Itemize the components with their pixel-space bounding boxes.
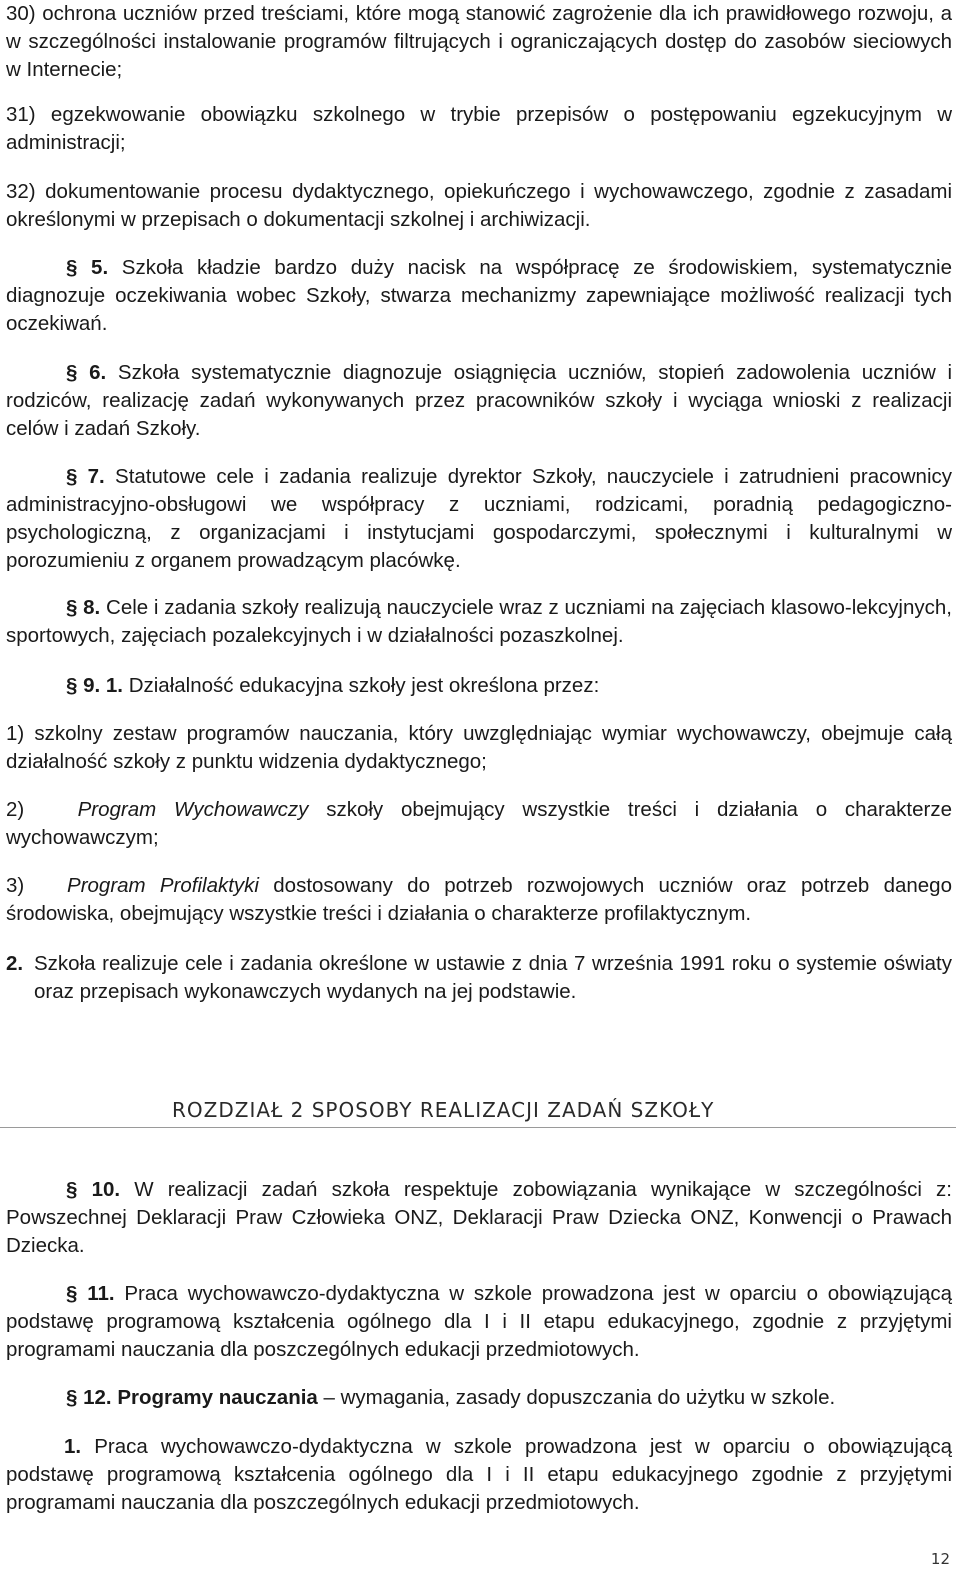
paragraph-title: Programy nauczania (117, 1386, 318, 1409)
paragraph-12-item-1 (6, 1433, 952, 1517)
paragraph-number: 7. (87, 465, 105, 488)
paragraph-number: 5. (91, 256, 109, 279)
paragraph-9 (6, 672, 952, 700)
section-text: Szkoła realizuje cele i zadania określone w ustawie z dnia 7 września 1991 roku o systemie oświaty oraz przepisach wykonawczych wydanych na jej podstawie. (34, 952, 952, 1003)
paragraph-text: Szkoła kładzie bardzo duży nacisk na współpracę ze środowiskiem, systematycznie diagnozuje oczekiwania wobec Szkoły, stwarza mechanizmy zapewniające możliwość realizacji tych oczekiwań. (6, 256, 953, 335)
item-text: 1) szkolny zestaw programów nauczania, który uwzględniając wymiar wychowawczy, obejmuje całą działalność szkoły z punktu widzenia dydaktycznego; (6, 722, 952, 773)
item-text: 31) egzekwowanie obowiązku szkolnego w trybie przepisów o postępowaniu egzekucyjnym w administracji; (6, 103, 952, 154)
section-sign: § (66, 1178, 78, 1201)
item-text: 30) ochrona uczniów przed treściami, które mogą stanowić zagrożenie dla ich prawidłowego rozwoju, a w szczególności instalowanie programów filtrujących i ograniczających dostęp do zasobów sieciowych w Internecie; (6, 2, 952, 81)
paragraph-text: Praca wychowawczo-dydaktyczna w szkole prowadzona jest w oparciu o obowiązującą podstawę programową kształcenia ogólnego dla I i II etapu edukacyjnego, zgodnie z przyjętymi programami nauczania dla poszczególnych edukacji przedmiotowych. (6, 1282, 952, 1361)
program-name: Program Wychowawczy (77, 798, 309, 821)
paragraph-text: Statutowe cele i zadania realizuje dyrektor Szkoły, nauczyciele i zatrudnieni pracownicy administracyjno-obsługowi we współpracy z uczniami, rodzicami, poradnią pedagogiczno-psychologiczną, z organizacjami i instytucjami gospodarczymi, społecznymi i kulturalnymi w porozumieniu z organem prowadzącym placówkę. (6, 465, 953, 572)
item-text: szkoły obejmujący wszystkie treści i działania o charakterze wychowawczym; (6, 798, 953, 849)
page-number: 12 (930, 1550, 950, 1568)
item-text: dostosowany do potrzeb rozwojowych uczniów oraz potrzeb danego środowiska, obejmujący wszystkie treści i działania o charakterze profilaktycznym. (6, 874, 952, 925)
item-text: 32) dokumentowanie procesu dydaktycznego, opiekuńczego i wychowawczego, zgodnie z zasadami określonymi w przepisach o dokumentacji szkolnej i archiwizacji. (6, 180, 952, 231)
section-sign: § (66, 596, 78, 619)
item-number: 1. (64, 1435, 82, 1458)
paragraph-11 (6, 1280, 952, 1364)
paragraph-10 (6, 1176, 952, 1260)
item-text: Praca wychowawczo-dydaktyczna w szkole prowadzona jest w oparciu o obowiązującą podstawę programową kształcenia ogólnego dla I i II etapu edukacyjnego zgodnie z przyjętymi programami nauczania dla poszczególnych edukacji przedmiotowych. (6, 1435, 952, 1514)
item-number: 2) (6, 798, 25, 821)
paragraph-9-item-3 (6, 872, 952, 928)
section-sign: § (66, 1386, 78, 1409)
section-sign: § (66, 465, 78, 488)
paragraph-8 (6, 594, 952, 650)
program-name: Program Profilaktyki (67, 874, 259, 897)
paragraph-text: Cele i zadania szkoły realizują nauczyciele wraz z uczniami na zajęciach klasowo-lekcyjnych, sportowych, zajęciach pozalekcyjnych i w działalności pozaszkolnej. (6, 596, 952, 647)
paragraph-12 (6, 1384, 952, 1412)
section-sign: § (66, 256, 78, 279)
list-item-32 (6, 178, 952, 234)
paragraph-number: 6. (89, 361, 107, 384)
paragraph-text: W realizacji zadań szkoła respektuje zobowiązania wynikające w szczególności z: Powszechnej Deklaracji Praw Człowieka ONZ, Deklaracji Praw Dziecka ONZ, Konwencji o Prawach Dziecka. (6, 1178, 952, 1257)
chapter-heading: ROZDZIAŁ 2 SPOSOBY REALIZACJI ZADAŃ SZKOŁY (172, 1098, 715, 1122)
section-number: 2. (6, 952, 24, 975)
paragraph-text: Działalność edukacyjna szkoły jest określona przez: (128, 674, 600, 697)
section-sign: § (66, 361, 78, 384)
paragraph-number: 8. (83, 596, 101, 619)
paragraph-5 (6, 254, 952, 338)
section-sign: § (66, 1282, 78, 1305)
paragraph-number: 11. (87, 1282, 115, 1305)
list-item-30 (6, 0, 952, 84)
section-sign: § (66, 674, 78, 697)
paragraph-6 (6, 359, 952, 443)
paragraph-7 (6, 463, 952, 575)
paragraph-number: 12. (83, 1386, 112, 1409)
paragraph-9-item-2 (6, 796, 952, 852)
paragraph-text: – wymagania, zasady dopuszczania do użytku w szkole. (323, 1386, 836, 1409)
item-number: 3) (6, 874, 25, 897)
heading-underline (0, 1127, 956, 1128)
paragraph-9-item-1 (6, 720, 952, 776)
paragraph-number: 9. 1. (83, 674, 123, 697)
paragraph-text: Szkoła systematycznie diagnozuje osiągnięcia uczniów, stopień zadowolenia uczniów i rodziców, realizację zadań wykonywanych przez pracowników szkoły i wyciąga wnioski z realizacji celów i zadań Szkoły. (6, 361, 953, 440)
paragraph-number: 10. (91, 1178, 121, 1201)
list-item-31 (6, 101, 952, 157)
